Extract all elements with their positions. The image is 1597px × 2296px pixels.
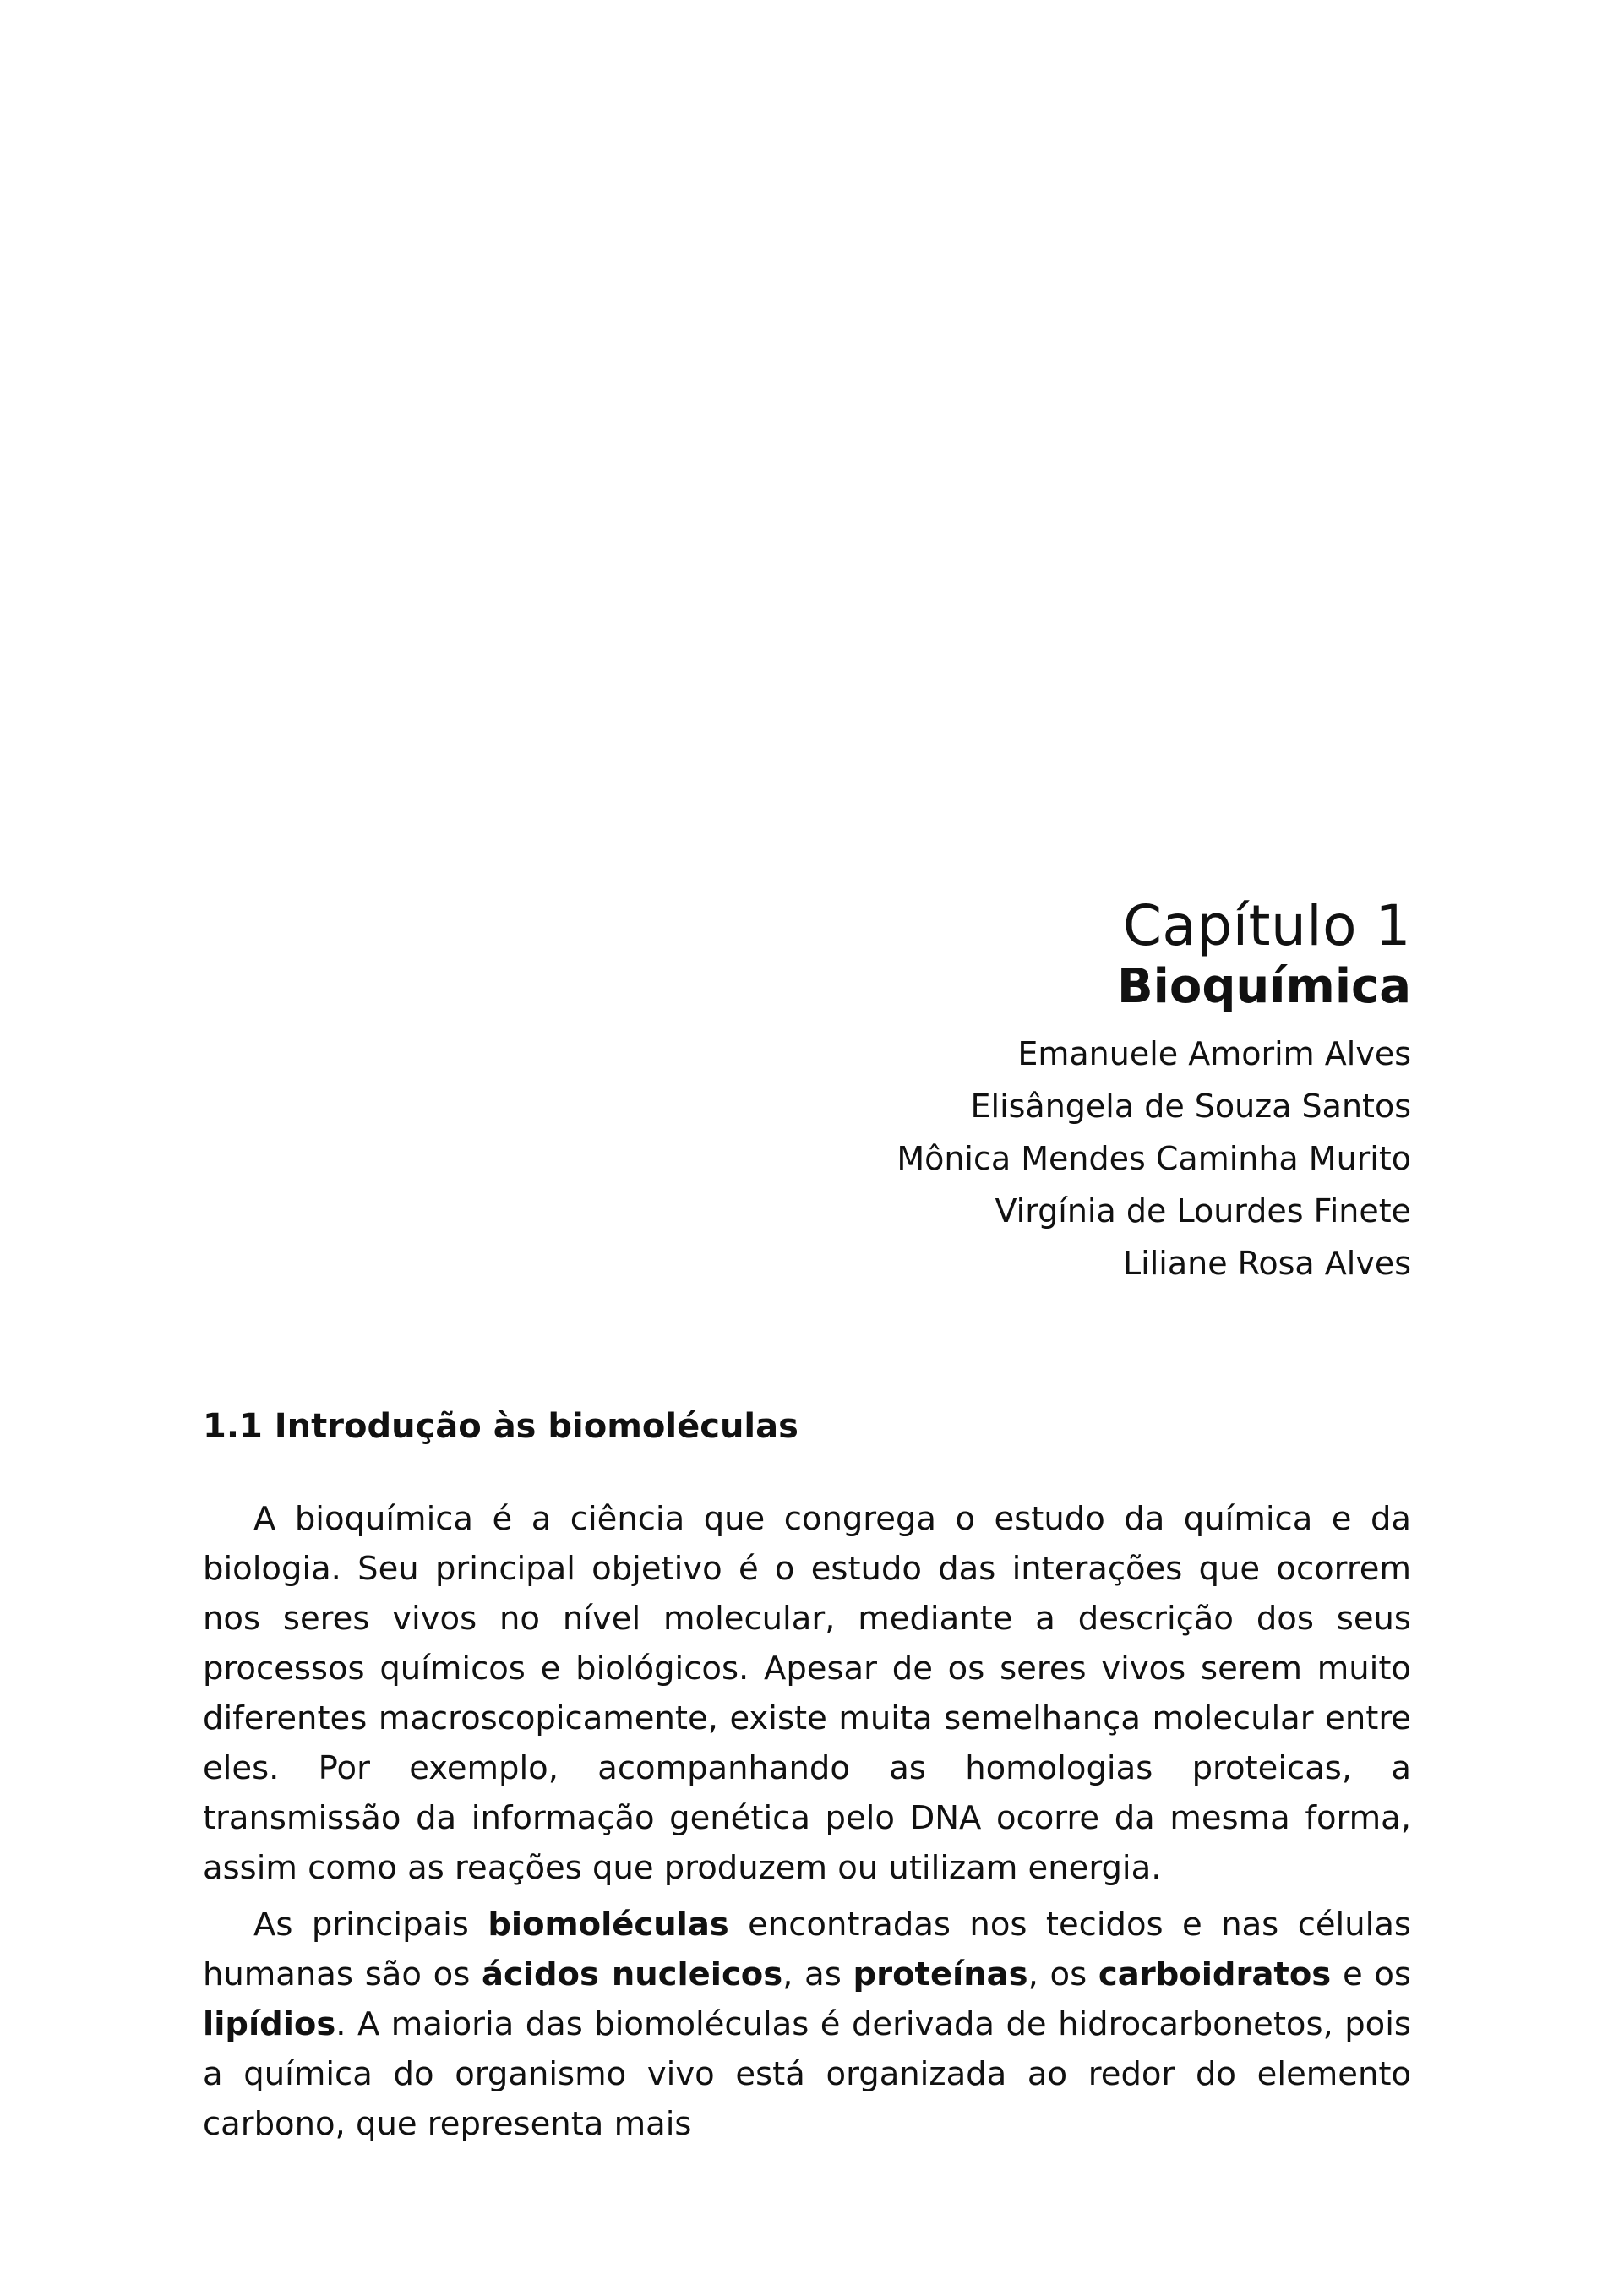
paragraph-text: encontradas nos tecidos e nas células humanas são os bbox=[203, 1906, 1411, 1993]
section-introduction bbox=[203, 1403, 1411, 2156]
term-biomoleculas: biomoléculas bbox=[488, 1906, 729, 1944]
author-name: Elisângela de Souza Santos bbox=[970, 1088, 1411, 1125]
author-name: Mônica Mendes Caminha Murito bbox=[897, 1140, 1411, 1177]
chapter-title: Bioquímica bbox=[1116, 959, 1411, 1014]
term-carboidratos: carboidratos bbox=[1098, 1955, 1332, 1993]
author-name: Liliane Rosa Alves bbox=[1123, 1245, 1411, 1282]
paragraph-text: e os bbox=[1331, 1955, 1411, 1993]
paragraph-text: , os bbox=[1027, 1955, 1098, 1993]
paragraph bbox=[203, 1900, 1411, 2149]
chapter-number: Capítulo 1 bbox=[1122, 893, 1411, 958]
paragraph-text: , as bbox=[782, 1955, 853, 1993]
term-proteinas: proteínas bbox=[853, 1955, 1028, 1993]
paragraph-text: . A maioria das biomoléculas é derivada de hidrocarbonetos, pois a química do organismo vivo está organizada ao redor do elemento carbono, que representa mais bbox=[203, 2005, 1411, 2143]
chapter-heading bbox=[897, 894, 1411, 1290]
term-lipidios: lipídios bbox=[203, 2005, 336, 2043]
paragraph-text: As principais bbox=[253, 1906, 488, 1944]
author-name: Virgínia de Lourdes Finete bbox=[995, 1192, 1411, 1230]
section-heading: 1.1 Introdução às biomoléculas bbox=[203, 1407, 798, 1446]
author-name: Emanuele Amorim Alves bbox=[1017, 1035, 1411, 1072]
paragraph: A bioquímica é a ciência que congrega o estudo da química e da biologia. Seu principal objetivo é o estudo das interações que ocorrem nos seres vivos no nível molecular, mediante a descrição dos seus processos químicos e biológicos. Apesar de os seres vivos serem muito diferentes macroscopicamente, existe muita semelhança molecular entre eles. Por exemplo, acompanhando as homologias proteicas, a transmissão da informação genética pelo DNA ocorre da mesma forma, assim como as reações que produzem ou utilizam energia. bbox=[203, 1500, 1411, 1887]
term-acidos-nucleicos: ácidos nucleicos bbox=[482, 1955, 783, 1993]
